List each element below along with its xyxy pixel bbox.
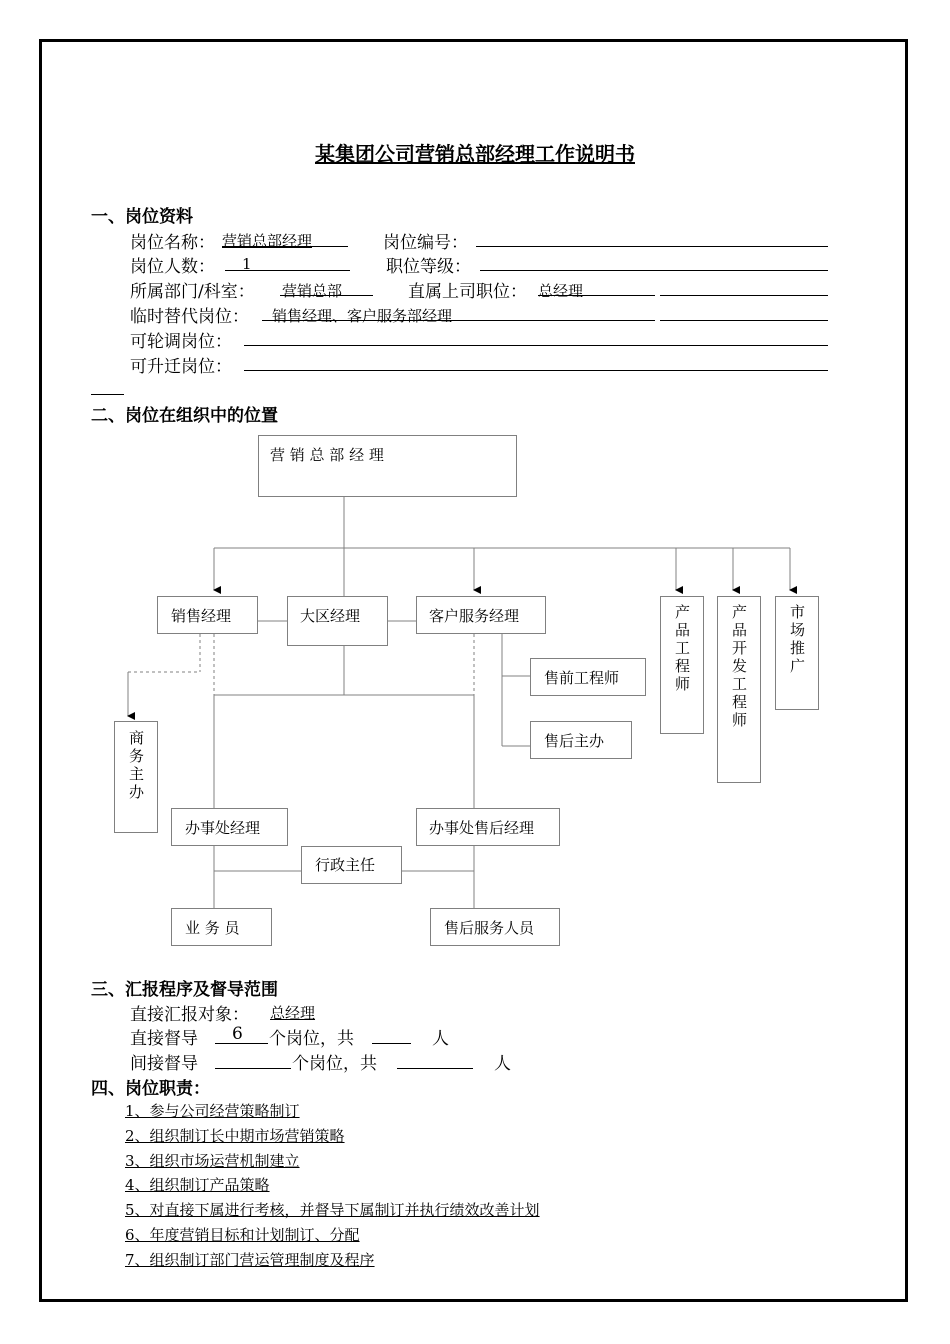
position-name-label: 岗位名称： (130, 233, 215, 253)
org-node-region-manager: 大区经理 (287, 596, 388, 646)
duty-item: 2、组织制订长中期市场营销策略 (125, 1127, 345, 1145)
org-node-customer-service-manager: 客户服务经理 (416, 596, 546, 634)
direct-supervise-mid: 个岗位，共 (269, 1029, 354, 1049)
headcount-label: 岗位人数： (130, 257, 215, 277)
org-node-product-dev-engineer: 产 品 开 发 工 程 师 (717, 596, 761, 783)
indirect-supervise-mid: 个岗位，共 (292, 1054, 377, 1074)
direct-report-label: 直接汇报对象： (130, 1005, 249, 1025)
direct-supervise-count: 6 (232, 1024, 243, 1044)
substitute-label: 临时替代岗位： (130, 307, 249, 327)
duty-item: 3、组织市场运营机制建立 (125, 1152, 300, 1170)
position-code-label: 岗位编号： (383, 233, 468, 253)
section2-heading: 二、岗位在组织中的位置 (91, 406, 278, 426)
org-node-office-manager: 办事处经理 (171, 808, 288, 846)
indirect-supervise-prefix: 间接督导 (130, 1054, 198, 1074)
org-node-sales-manager: 销售经理 (157, 596, 258, 634)
org-node-aftersales-staff: 售后服务人员 (430, 908, 560, 946)
org-node-salesperson: 业 务 员 (171, 908, 272, 946)
position-name-value: 营销总部经理 (222, 232, 313, 250)
org-node-admin-supervisor: 行政主任 (301, 846, 402, 884)
department-value: 营销总部 (282, 282, 343, 300)
grade-label: 职位等级： (386, 257, 471, 277)
duty-item: 1、参与公司经营策略制订 (125, 1102, 300, 1120)
section4-heading: 四、岗位职责： (91, 1079, 210, 1099)
org-node-marketing-director: 营 销 总 部 经 理 (258, 435, 517, 497)
org-node-product-engineer: 产 品 工 程 师 (660, 596, 704, 734)
duty-item: 5、对直接下属进行考核，并督导下属制订并执行绩效改善计划 (125, 1201, 540, 1219)
org-node-marketing-promotion: 市 场 推 广 (775, 596, 819, 710)
indirect-supervise-suffix: 人 (494, 1054, 511, 1074)
superior-value: 总经理 (538, 282, 584, 300)
section3-heading: 三、汇报程序及督导范围 (91, 980, 278, 1000)
direct-report-value: 总经理 (270, 1004, 316, 1022)
org-node-office-aftersales-manager: 办事处售后经理 (416, 808, 560, 846)
direct-supervise-people-blank (372, 1043, 411, 1044)
rotation-label: 可轮调岗位： (130, 332, 232, 352)
document-title: 某集团公司营销总部经理工作说明书 (315, 142, 635, 166)
org-node-presales-engineer: 售前工程师 (530, 658, 646, 696)
indirect-supervise-count-blank (215, 1068, 291, 1069)
department-label: 所属部门/科室： (130, 282, 255, 302)
duty-item: 4、组织制订产品策略 (125, 1176, 270, 1194)
org-node-business-supervisor: 商 务 主 办 (114, 721, 158, 833)
org-node-aftersales-supervisor: 售后主办 (530, 721, 632, 759)
superior-label: 直属上司职位： (408, 282, 527, 302)
section1-heading: 一、岗位资料 (91, 207, 193, 227)
duty-item: 7、组织制订部门营运管理制度及程序 (125, 1251, 375, 1269)
duty-item: 6、年度营销目标和计划制订、分配 (125, 1226, 360, 1244)
direct-supervise-prefix: 直接督导 (130, 1029, 198, 1049)
headcount-value: 1 (242, 255, 252, 273)
direct-supervise-suffix: 人 (432, 1029, 449, 1049)
promotion-label: 可升迁岗位： (130, 357, 232, 377)
substitute-value: 销售经理、客户服务部经理 (272, 307, 453, 325)
indirect-supervise-people-blank (397, 1068, 473, 1069)
